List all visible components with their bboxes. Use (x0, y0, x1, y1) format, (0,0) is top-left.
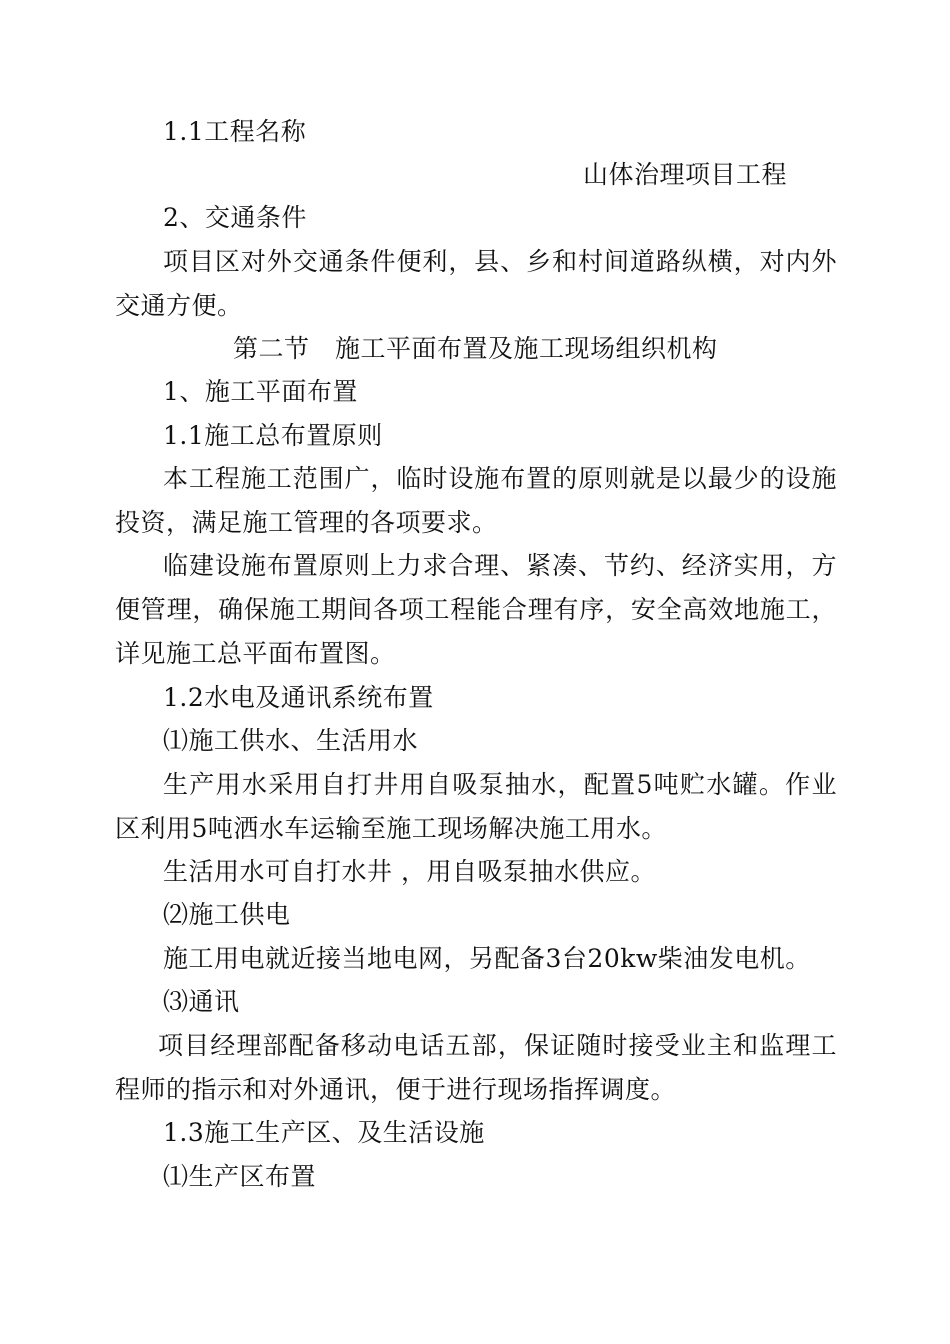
section-heading-project-name: 1.1工程名称 (163, 117, 307, 146)
section-title-construction-layout: 第二节 施工平面布置及施工现场组织机构 (233, 334, 718, 363)
paragraph-traffic: 项目区对外交通条件便利，县、乡和村间道路纵横，对内外交通方便。 (115, 247, 837, 320)
paragraph-scope: 本工程施工范围广，临时设施布置的原则就是以最少的设施投资，满足施工管理的各项要求。 (115, 464, 837, 537)
section-heading-traffic: 2、交通条件 (163, 203, 307, 232)
paragraph-water-supply: 生产用水采用自打井用自吸泵抽水，配置5吨贮水罐。作业区利用5吨洒水车运输至施工现场解决施工用水。 (115, 770, 837, 843)
heading-layout-principles: 1.1施工总布置原则 (163, 421, 383, 450)
paragraph-communication: 项目经理部配备移动电话五部，保证随时接受业主和监理工程师的指示和对外通讯，便于进行现场指挥调度。 (115, 1031, 837, 1104)
paragraph-power-supply: 施工用电就近接当地电网，另配备3台20kw柴油发电机。 (163, 944, 811, 973)
heading-utilities: 1.2水电及通讯系统布置 (163, 683, 434, 712)
heading-production-area: ⑴生产区布置 (163, 1162, 317, 1191)
heading-power-supply: ⑵施工供电 (163, 900, 291, 929)
paragraph-living-water: 生活用水可自打水井 ，用自吸泵抽水供应。 (163, 857, 656, 886)
heading-production-living: 1.3施工生产区、及生活设施 (163, 1118, 485, 1147)
project-name-value: 山体治理项目工程 (583, 160, 788, 189)
heading-water-supply: ⑴施工供水、生活用水 (163, 726, 419, 755)
paragraph-principles: 临建设施布置原则上力求合理、紧凑、节约、经济实用，方便管理，确保施工期间各项工程能合理有序，安全高效地施工，详见施工总平面布置图。 (115, 551, 837, 668)
heading-construction-layout: 1、施工平面布置 (163, 377, 358, 406)
heading-communication: ⑶通讯 (163, 987, 240, 1016)
